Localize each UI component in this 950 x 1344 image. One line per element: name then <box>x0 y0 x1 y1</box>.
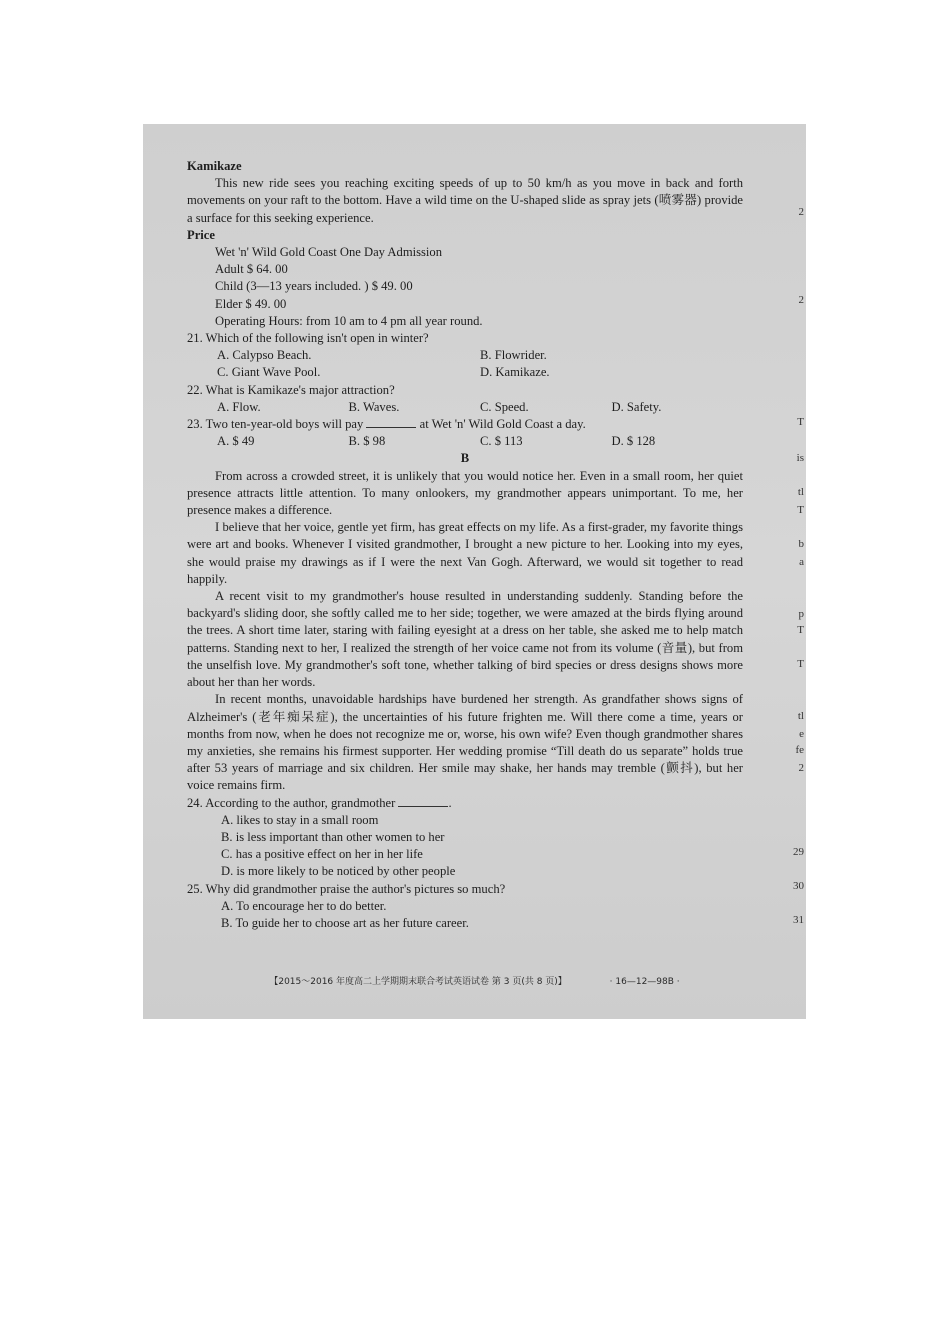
question-24: 24. According to the author, grandmother . <box>187 795 452 810</box>
edge-fragment: b <box>798 538 804 550</box>
edge-fragment: T <box>797 624 804 636</box>
question-24-stem: 24. According to the author, grandmother <box>187 795 396 810</box>
question-25: 25. Why did grandmother praise the author's pictures so much? <box>187 881 506 896</box>
option: D. is more likely to be noticed by other people <box>221 864 456 879</box>
passage-paragraph: From across a crowded street, it is unlikely that you would notice her. Even in a small room, her quiet presence attracts little attention. To many onlookers, my grandmother appears unimportant. To me, her presence makes a difference. <box>187 468 743 518</box>
question-23-stem-end: at Wet 'n' Wild Gold Coast a day. <box>419 417 586 432</box>
edge-fragment: T <box>797 416 804 428</box>
question-21-options <box>187 364 743 381</box>
edge-fragment: 2 <box>798 294 804 306</box>
question-23-stem: 23. Two ten-year-old boys will pay <box>187 417 364 432</box>
edge-fragment: a <box>799 556 804 568</box>
kamikaze-heading: Kamikaze <box>187 159 242 173</box>
option: C. $ 113 <box>480 434 523 449</box>
footer-text: 【2015～2016 年度高二上学期期末联合考试英语试卷 第 3 页(共 8 页)】 <box>269 977 567 987</box>
price-elder: Elder $ 49. 00 <box>215 296 287 311</box>
edge-fragment: T <box>797 658 804 670</box>
option: C. has a positive effect on her in her life <box>221 847 423 862</box>
edge-fragment: 29 <box>793 846 804 858</box>
page-content <box>187 158 743 932</box>
edge-fragment: e <box>799 728 804 740</box>
edge-fragment: 30 <box>793 880 804 892</box>
page-footer <box>143 974 806 987</box>
option: B. is less important than other women to her <box>221 829 445 844</box>
option: B. Flowrider. <box>480 348 547 363</box>
option: A. Flow. <box>217 399 261 414</box>
question-22: 22. What is Kamikaze's major attraction? <box>187 382 395 397</box>
edge-fragment: 2 <box>798 762 804 774</box>
option: B. Waves. <box>348 399 400 414</box>
question-21: 21. Which of the following isn't open in winter? <box>187 331 429 346</box>
passage-paragraph: A recent visit to my grandmother's house resulted in understanding suddenly. Standing before the backyard's sliding door, she softly called me to her side; together, we were amazed at the birds flying around the trees. A short time later, staring with failing eyesight at a dress on her table, she asked me to help match patterns. Standing next to her, I realized the strength of her voice came not from its volume (音量), but from the unselfish love. My grandmother's soft tone, whether talking of bird species or dress designs shows more about her than her words. <box>187 589 743 690</box>
price-adult: Adult $ 64. 00 <box>215 262 288 277</box>
option: D. Kamikaze. <box>480 365 550 380</box>
option: D. Safety. <box>611 399 662 414</box>
option: C. Speed. <box>480 399 529 414</box>
scanned-page <box>143 124 806 1019</box>
edge-fragment: 31 <box>793 914 804 926</box>
option: A. $ 49 <box>217 434 255 449</box>
edge-fragment: tl <box>797 486 804 498</box>
edge-fragment: is <box>796 452 804 464</box>
question-23-options <box>187 433 743 450</box>
option: B. $ 98 <box>348 434 386 449</box>
answer-blank <box>366 416 416 428</box>
footer-code: · 16—12—98B · <box>609 977 680 987</box>
kamikaze-text: This new ride sees you reaching exciting speeds of up to 50 km/h as you move in back and forth movements on your raft to the bottom. Have a wild time on the U-shaped slide as spray jets (喷雾器) provide a surface for this seeking experience. <box>187 176 743 225</box>
edge-fragment: T <box>797 504 804 516</box>
price-heading: Price <box>187 227 215 242</box>
option: D. $ 128 <box>611 434 656 449</box>
question-21-options <box>187 347 743 364</box>
answer-blank <box>398 795 448 807</box>
edge-fragment: fe <box>795 744 804 756</box>
price-child: Child (3—13 years included. ) $ 49. 00 <box>215 279 413 294</box>
question-22-options <box>187 399 743 416</box>
passage-paragraph: In recent months, unavoidable hardships have burdened her strength. As grandfather shows signs of Alzheimer's (老年痴呆症), the uncertainties of his future frighten me. Will there come a time, years or months from now, when he does not recognize me or, worse, his own wife? Even though grandmother shares my anxieties, she remains his firmest supporter. Her wedding promise “Till death do us separate” holds true after 53 years of marriage and six children. Her smile may shake, her hands may tremble (颤抖), but her voice remains firm. <box>187 692 743 793</box>
option: A. To encourage her to do better. <box>221 898 387 913</box>
operating-hours: Operating Hours: from 10 am to 4 pm all year round. <box>215 313 483 328</box>
section-b-heading: B <box>460 451 470 466</box>
edge-fragment: p <box>798 608 804 620</box>
passage-paragraph: I believe that her voice, gentle yet firm, has great effects on my life. As a first-grader, my favorite things were art and books. Whenever I visited grandmother, I brought a new picture to her. Looking into my eyes, she would praise my drawings as if I were the next Van Gogh. Afterward, we would sit together to read happily. <box>187 520 743 586</box>
option: C. Giant Wave Pool. <box>217 365 321 380</box>
price-admission: Wet 'n' Wild Gold Coast One Day Admission <box>215 245 443 260</box>
option: A. likes to stay in a small room <box>221 812 379 827</box>
next-page-edge <box>794 124 806 1019</box>
option: A. Calypso Beach. <box>217 348 312 363</box>
question-23 <box>187 416 743 433</box>
edge-fragment: tl <box>797 710 804 722</box>
edge-fragment: 2 <box>798 206 804 218</box>
option: B. To guide her to choose art as her future career. <box>221 915 469 930</box>
